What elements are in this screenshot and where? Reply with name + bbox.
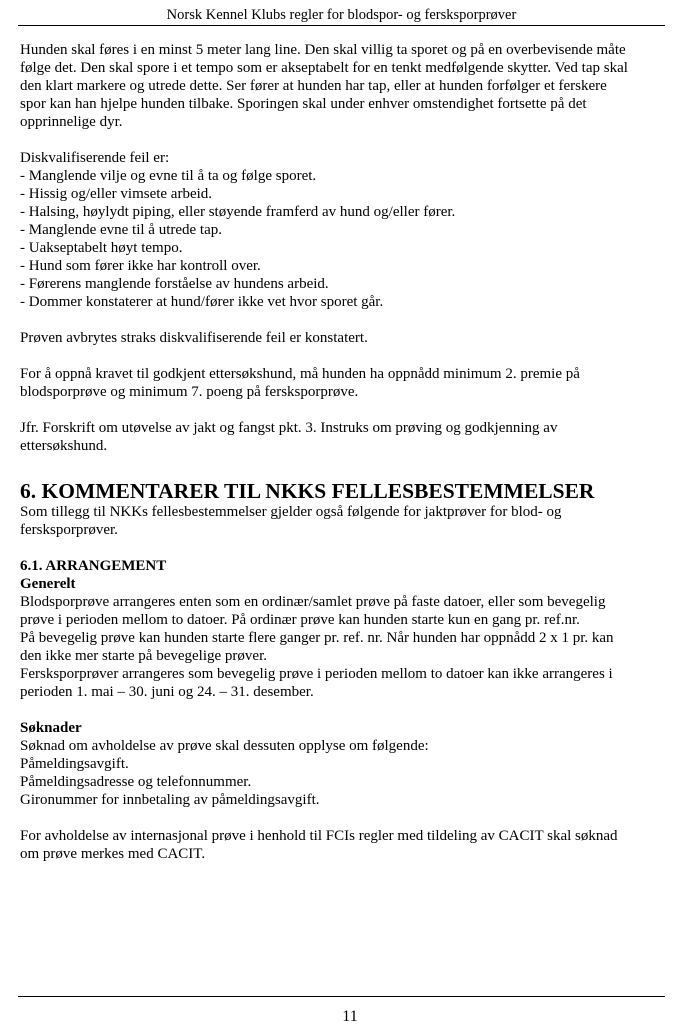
text-line: den klart markere og utrede dette. Ser fører at hunden har tap, eller at hunden forfølger et ferskere	[20, 78, 607, 94]
page-content	[20, 41, 660, 863]
text-line: den ikke mer starte på bevegelige prøver.	[20, 648, 267, 664]
list-item: - Hund som fører ikke har kontroll over.	[20, 258, 261, 274]
text-line: For avholdelse av internasjonal prøve i henhold til FCIs regler med tildeling av CACIT skal søknad	[20, 828, 618, 844]
document-title: Norsk Kennel Klubs regler for blodspor- og fersksporprøver	[166, 7, 517, 23]
chapter-heading: 6. KOMMENTARER TIL NKKS FELLESBESTEMMELSER	[20, 479, 595, 503]
chapter-intro	[20, 503, 660, 539]
text-line: spor kan han hjelpe hunden tilbake. Sporingen skal under enhver omstendighet fortsette på det	[20, 96, 587, 112]
text-line: Jfr. Forskrift om utøvelse av jakt og fangst pkt. 3. Instruks om prøving og godkjenning av	[20, 420, 558, 436]
footer-divider	[18, 996, 665, 997]
subsection-heading-general: Generelt	[20, 576, 76, 592]
text-line: følge det. Den skal spore i et tempo som er akseptabelt for en tenkt medfølgende skytter. Ved tap skal	[20, 60, 628, 76]
text-line: prøve i perioden mellom to datoer. På ordinær prøve kan hunden starte kun en gang pr. ref.nr.	[20, 612, 580, 628]
reference-paragraph	[20, 419, 660, 455]
disqualifying-heading: Diskvalifiserende feil er:	[20, 150, 170, 166]
text-line: Påmeldingsavgift.	[20, 756, 129, 772]
text-line: ettersøkshund.	[20, 438, 108, 454]
international-paragraph	[20, 827, 660, 863]
text-line: opprinnelige dyr.	[20, 114, 123, 130]
text-line: Påmeldingsadresse og telefonnummer.	[20, 774, 252, 790]
page-header	[18, 6, 665, 26]
text-line: Søknad om avholdelse av prøve skal dessuten opplyse om følgende:	[20, 738, 429, 754]
page-number: 11	[342, 1008, 358, 1025]
text-line: om prøve merkes med CACIT.	[20, 846, 206, 862]
list-item: - Manglende vilje og evne til å ta og følge sporet.	[20, 168, 317, 184]
general-paragraph	[20, 593, 660, 701]
section-heading: 6.1. ARRANGEMENT	[20, 558, 167, 574]
list-item: - Uakseptabelt høyt tempo.	[20, 240, 183, 256]
text-line: For å oppnå kravet til godkjent ettersøkshund, må hunden ha oppnådd minimum 2. premie på	[20, 366, 580, 382]
text-line: Hunden skal føres i en minst 5 meter lang line. Den skal villig ta sporet og på en overbevisende måte	[20, 42, 626, 58]
list-item: - Dommer konstaterer at hund/fører ikke vet hvor sporet går.	[20, 294, 384, 310]
text-line: Gironummer for innbetaling av påmeldingsavgift.	[20, 792, 320, 808]
list-item: - Manglende evne til å utrede tap.	[20, 222, 223, 238]
text-line: Blodsporprøve arrangeres enten som en ordinær/samlet prøve på faste datoer, eller som bevegelig	[20, 594, 606, 610]
text-line: Som tillegg til NKKs fellesbestemmelser gjelder også følgende for jaktprøver for blod- og	[20, 504, 562, 520]
subsection-heading-applications: Søknader	[20, 720, 82, 736]
text-line: perioden 1. mai – 30. juni og 24. – 31. desember.	[20, 684, 314, 700]
text-line: fersksporprøver.	[20, 522, 118, 538]
abort-paragraph: Prøven avbrytes straks diskvalifiserende feil er konstatert.	[20, 330, 368, 346]
applications-paragraph	[20, 737, 660, 809]
disqualifying-faults	[20, 149, 660, 311]
text-line: blodsporprøve og minimum 7. poeng på fersksporprøve.	[20, 384, 359, 400]
list-item: - Halsing, høylydt piping, eller støyende framferd av hund og/eller fører.	[20, 204, 456, 220]
text-line: Fersksporprøver arrangeres som bevegelig prøve i perioden mellom to datoer kan ikke arrangeres i	[20, 666, 613, 682]
list-item: - Hissig og/eller vimsete arbeid.	[20, 186, 213, 202]
approval-paragraph	[20, 365, 660, 401]
text-line: På bevegelig prøve kan hunden starte flere ganger pr. ref. nr. Når hunden har oppnådd 2 x 1 pr. kan	[20, 630, 614, 646]
intro-paragraph	[20, 41, 660, 131]
list-item: - Førerens manglende forståelse av hundens arbeid.	[20, 276, 329, 292]
